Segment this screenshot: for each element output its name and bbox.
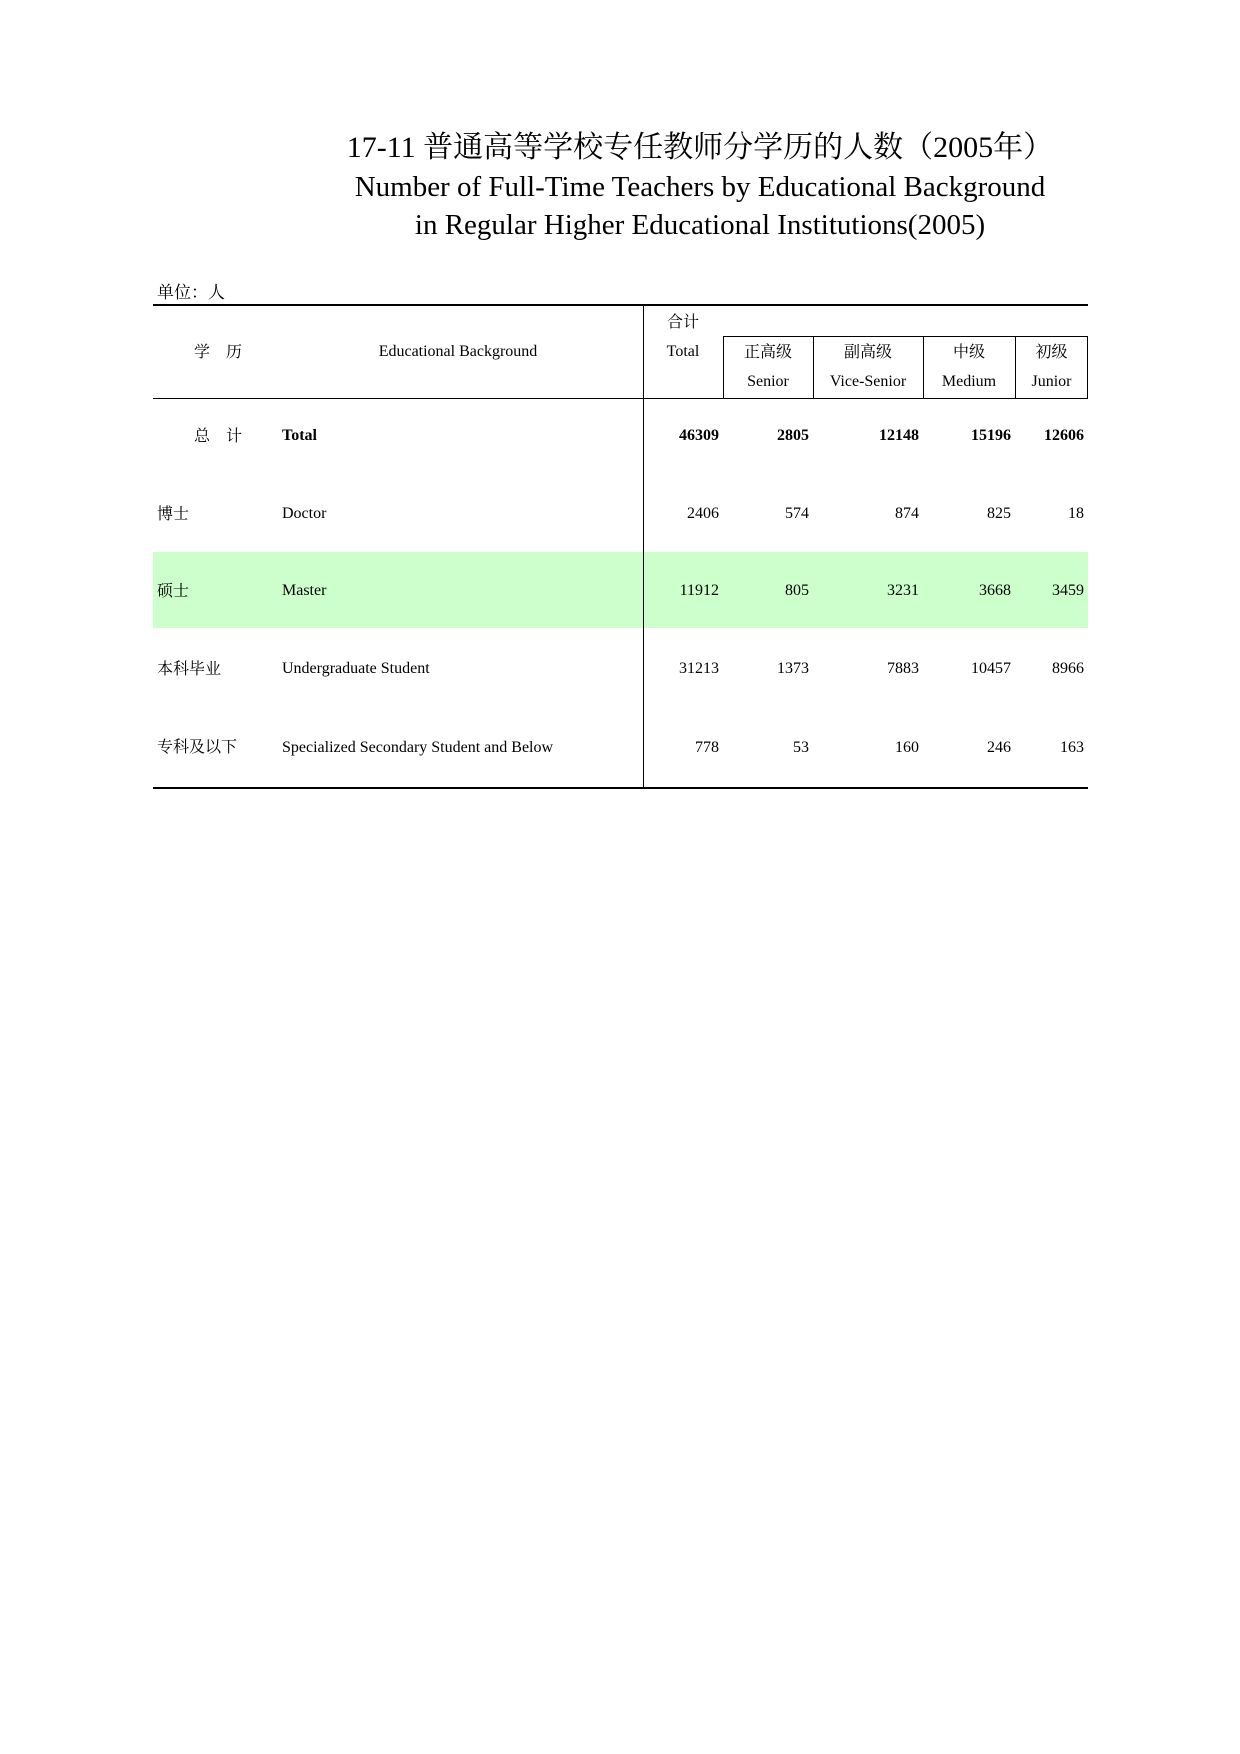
- header-junior-cn: 初级: [1035, 342, 1068, 361]
- row-cn: 专科及以下: [157, 739, 238, 756]
- title-english-line1: Number of Full-Time Teachers by Educational Background: [354, 171, 1046, 203]
- header-medium-en: Medium: [941, 373, 997, 390]
- table-top-border: [153, 304, 1088, 306]
- header-senior-cn: 正高级: [743, 342, 792, 361]
- total-column-divider: [643, 304, 644, 789]
- row-cn: 博士: [157, 504, 190, 523]
- row-en: Master: [282, 582, 327, 599]
- row-vice-senior: 160: [895, 739, 919, 756]
- row-senior: 1373: [777, 660, 809, 677]
- row-vice-senior: 874: [895, 505, 919, 522]
- row-vice-senior: 3231: [887, 582, 919, 599]
- row-en: Specialized Secondary Student and Below: [282, 739, 554, 756]
- row-junior: 8966: [1052, 660, 1084, 677]
- row-medium: 15196: [971, 427, 1011, 444]
- data-table: [153, 304, 1088, 789]
- row-junior: 3459: [1052, 582, 1084, 599]
- row-cn: 本科毕业: [157, 659, 222, 678]
- title-english-line2: in Regular Higher Educational Institutions(2005): [414, 209, 986, 241]
- header-junior-en: Junior: [1031, 373, 1072, 390]
- row-senior: 53: [793, 739, 809, 756]
- header-total-en: Total: [666, 343, 700, 360]
- header-vice-cn: 副高级: [843, 342, 892, 361]
- row-en: Total: [282, 427, 317, 444]
- row-medium: 825: [987, 505, 1011, 522]
- row-medium: 3668: [979, 582, 1011, 599]
- row-total: 46309: [679, 427, 719, 444]
- row-en: Doctor: [282, 505, 327, 522]
- table-row: [153, 738, 1088, 778]
- header-vice-en: Vice-Senior: [829, 373, 907, 390]
- header-medium-cn: 中级: [952, 342, 985, 361]
- row-junior: 18: [1068, 505, 1084, 522]
- table-row: [153, 426, 1088, 466]
- row-en: Undergraduate Student: [282, 660, 430, 677]
- row-vice-senior: 12148: [879, 427, 919, 444]
- row-total: 2406: [687, 505, 719, 522]
- row-vice-senior: 7883: [887, 660, 919, 677]
- row-medium: 246: [987, 739, 1011, 756]
- row-junior: 12606: [1044, 427, 1084, 444]
- header-education-cn: 学 历: [193, 342, 242, 361]
- title-block: [300, 128, 1100, 244]
- header-total-cn: 合计: [666, 312, 699, 331]
- row-senior: 805: [785, 582, 809, 599]
- row-junior: 163: [1060, 739, 1084, 756]
- header-education-en: Educational Background: [378, 343, 538, 360]
- header-senior-en: Senior: [747, 373, 789, 390]
- table-row: [153, 504, 1088, 544]
- table-row: [153, 581, 1088, 621]
- row-senior: 2805: [777, 427, 809, 444]
- title-chinese: 17-11 普通高等学校专任教师分学历的人数（2005年）: [346, 131, 1054, 164]
- row-medium: 10457: [971, 660, 1011, 677]
- table-row: [153, 659, 1088, 699]
- row-total: 778: [695, 739, 719, 756]
- row-cn: 硕士: [157, 581, 190, 600]
- row-cn: 总 计: [193, 426, 242, 445]
- row-total: 31213: [679, 660, 719, 677]
- table-bottom-border: [153, 787, 1088, 789]
- row-total: 11912: [679, 582, 719, 599]
- unit-label: 单位：人: [157, 283, 225, 303]
- row-senior: 574: [785, 505, 809, 522]
